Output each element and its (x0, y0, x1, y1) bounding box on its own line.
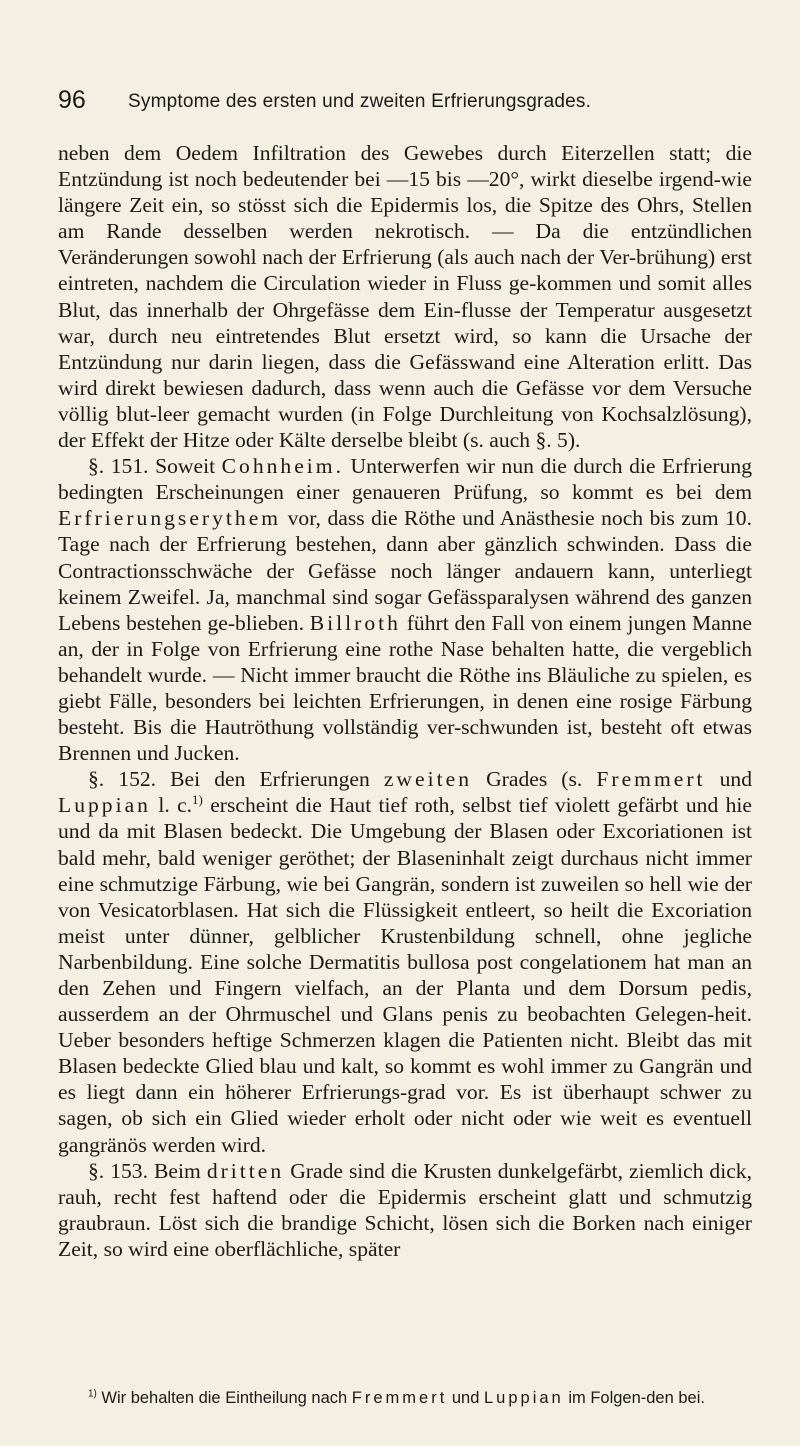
paragraph-1: neben dem Oedem Infiltration des Gewebes durch Eiterzellen statt; die Entzündung ist noch bedeutender bei —15 bis —20°, wirkt dieselbe irgend-wie längere Zeit ein, so stösst sich die Epidermis los, die Spitze des Ohrs, Stellen am Rande desselben werden nekrotisch. — Da die entzündlichen Veränderungen sowohl nach der Erfrierung (als auch nach der Ver-brühung) erst eintreten, nachdem die Circulation wieder in Fluss ge-kommen und somit alles Blut, das innerhalb der Ohrgefässe dem Ein-flusse der Temperatur ausgesetzt war, durch neu eintretendes Blut ersetzt wird, so kann die Ursache der Entzündung nur darin liegen, dass die Gefässwand eine Alteration erlitt. Das wird direkt bewiesen dadurch, dass wenn auch die Gefässe vor dem Versuche völlig blut-leer gemacht wurden (in Folge Durchleitung von Kochsalzlösung), der Effekt der Hitze oder Kälte derselbe bleibt (s. auch §. 5). (58, 141, 752, 453)
paragraph-151-text-b: Unterwerfen wir nun die durch die Erfrierung bedingten Erscheinungen einer genaueren Prüfung, so kommt es bei dem (58, 454, 752, 505)
paragraph-152 (58, 766, 752, 1157)
body-text (58, 140, 752, 1262)
page-number: 96 (58, 86, 86, 114)
footnote-author-fremmert: Fremmert (351, 1389, 448, 1407)
footnote-marker-number: 1 (88, 1388, 94, 1400)
paragraph-152-text-c: und (705, 767, 752, 792)
paragraph-151 (58, 453, 752, 766)
page-header (58, 86, 758, 126)
footnote-text-a: Wir behalten die Eintheilung nach (96, 1389, 352, 1407)
author-fremmert: Fremmert (596, 767, 706, 792)
paragraph-152-text-d: l. c. (150, 793, 193, 818)
paragraph-152-text-b: Grades (s. (472, 767, 597, 792)
term-zweiten: zweiten (383, 767, 472, 792)
footnote (58, 1387, 752, 1409)
paragraph-151-text-c: vor, dass die Röthe und Anästhesie noch bis zum 10. Tage nach der Erfrierung bestehen, dann aber gänzlich schwinden. Dass die Contractionsschwäche der Gefässe noch länger andauern kann, unterliegt keinem Zweifel. Ja, manchmal sind sogar Gefässparalysen während des ganzen Lebens bestehen ge-blieben. (58, 506, 752, 635)
footnote-marker (88, 1389, 97, 1400)
footnote-text-c: im Folgen-den bei. (563, 1389, 705, 1407)
paragraph-151-text-a: §. 151. Soweit (88, 454, 222, 479)
author-cohnheim: Cohnheim. (221, 454, 344, 479)
footnote-marker-paren: ) (93, 1388, 97, 1400)
footnote-ref (192, 792, 203, 807)
author-billroth: Billroth (309, 610, 401, 635)
paragraph-152-text-a: §. 152. Bei den Erfrierungen (88, 767, 384, 792)
paragraph-153-text-a: §. 153. Beim (88, 1158, 207, 1183)
footnote-author-luppian: Luppian (484, 1389, 564, 1407)
footnote-text (58, 1387, 752, 1409)
term-erfrierungserythem: Erfrierungserythem (58, 506, 282, 531)
paragraph-151-text-d: führt den Fall von einem jungen Manne an, der in Folge von Erfrierung eine rothe Nase behalten hatte, die vergeblich behandelt wurde. — Nicht immer braucht die Röthe ins Bläuliche zu spielen, es giebt Fälle, besonders bei leichten Erfrierungen, in denen eine rosige Färbung besteht. Bis die Hautröthung vollständig ver-schwunden ist, besteht oft etwas Brennen und Jucken. (58, 610, 752, 766)
author-luppian: Luppian (58, 793, 151, 818)
footnote-ref-paren: ) (198, 792, 203, 808)
footnote-text-b: und (447, 1389, 484, 1407)
paragraph-153 (58, 1158, 752, 1262)
footnote-ref-number: 1 (192, 792, 199, 808)
term-dritten: dritten (206, 1158, 285, 1183)
running-head: Symptome des ersten und zweiten Erfrierungsgrades. (128, 91, 592, 112)
paragraph-152-text-e: erscheint die Haut tief roth, selbst tief violett gefärbt und hie und da mit Blasen bedeckt. Die Umgebung der Blasen oder Excoriationen ist bald mehr, bald weniger geröthet; der Blaseninhalt zeigt durchaus nicht immer eine schmutzige Färbung, wie bei Gangrän, sondern ist zuweilen so hell wie der von Vesicatorblasen. Hat sich die Flüssigkeit entleert, so heilt die Excoriation meist unter dünner, gelblicher Krustenbildung schnell, ohne jegliche Narbenbildung. Eine solche Dermatitis bullosa post congelationem hat man an den Zehen und Fingern vielfach, an der Planta und dem Dorsum pedis, ausserdem an der Ohrmuschel und Glans penis zu beobachten Gelegen-heit. Ueber besonders heftige Schmerzen klagen die Patienten nicht. Bleibt das mit Blasen bedeckte Glied blau und kalt, so kommt es wohl immer zu Gangrän und es liegt dann ein höherer Erfrierungs-grad vor. Es ist überhaupt schwer zu sagen, ob sich ein Glied wieder erholt oder nicht oder wie weit es eventuell gangränös werden wird. (58, 793, 752, 1157)
paragraph-153-text-b: Grade sind die Krusten dunkelgefärbt, ziemlich dick, rauh, recht fest haftend oder die Epidermis erscheint glatt und schmutzig graubraun. Löst sich die brandige Schicht, lösen sich die Borken nach einiger Zeit, so wird eine oberflächliche, später (58, 1158, 752, 1261)
